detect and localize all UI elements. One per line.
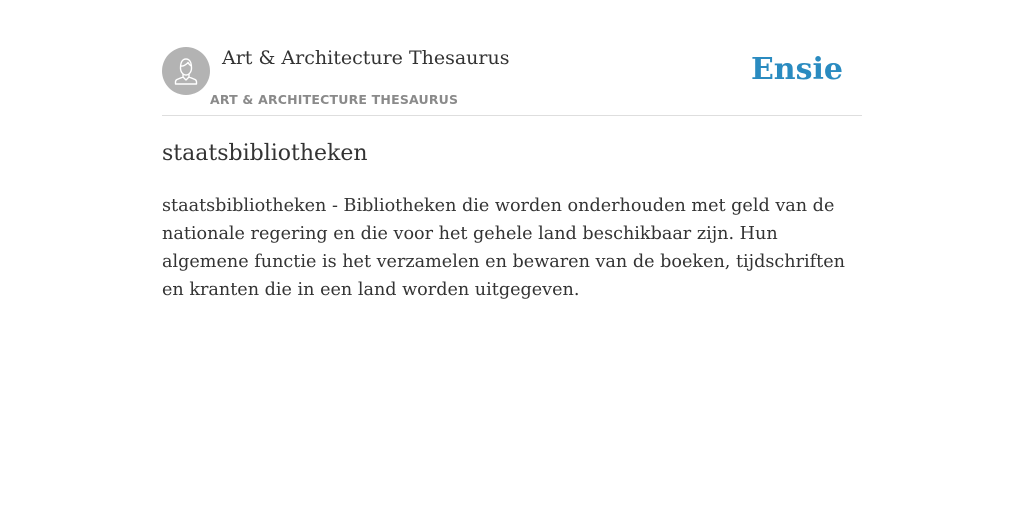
- source-subtitle[interactable]: ART & ARCHITECTURE THESAURUS: [210, 92, 459, 107]
- user-silhouette-icon: [162, 47, 210, 95]
- avatar[interactable]: [162, 47, 210, 95]
- term-title: staatsbibliotheken: [162, 141, 368, 166]
- page-container: [162, 0, 862, 512]
- term-definition: staatsbibliotheken - Bibliotheken die worden onderhouden met geld van de nationale regering en die voor het gehele land beschikbaar zijn. Hun algemene functie is het verzamelen en bewaren van de boeken, tijdschriften en kranten die in een land worden uitgegeven.: [162, 196, 845, 300]
- source-title[interactable]: Art & Architecture Thesaurus: [222, 47, 510, 69]
- entry-header: [162, 0, 862, 116]
- ensie-logo[interactable]: Ensie: [750, 52, 843, 87]
